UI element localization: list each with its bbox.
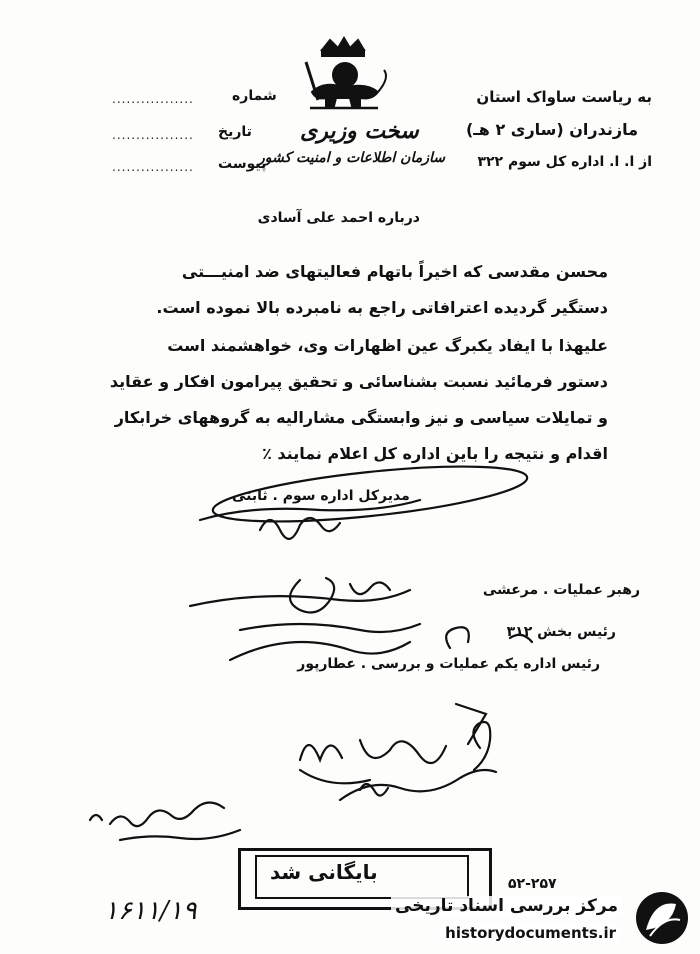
body-line-5: و تمایلات سیاسی و نیز وابستگی مشارالیه به گروههای خرابکار xyxy=(114,408,608,427)
dept-head-line: رئیس اداره یکم عملیات و بررسی . عطارپور xyxy=(297,656,600,672)
body-line-2: دستگیر گردیده اعترافاتی راجع به نامبرده بالا نموده است. xyxy=(156,298,608,317)
header-line-1: به ریاست ساواک استان xyxy=(476,88,652,106)
doc-code: ۵۲-۲۵۷ xyxy=(508,876,557,892)
watermark-name: مرکز بررسی اسناد تاریخی xyxy=(391,896,622,916)
ops-leader-line: رهبر عملیات . مرعشی xyxy=(482,582,640,598)
director-signature-line: مدیرکل اداره سوم . ثابتی xyxy=(232,488,410,504)
handwritten-number: ١۶١١/١٩ xyxy=(104,896,197,926)
body-line-1: محسن مقدسی که اخیراً باتهام فعالیتهای ضد امنیـــتی xyxy=(181,262,608,281)
archive-stamp-text: بایگانی شد xyxy=(270,860,378,884)
subject-line: درباره احمد علی آسادی xyxy=(257,210,420,226)
number-label: شماره xyxy=(232,88,277,104)
attachment-blank: ................. xyxy=(112,160,194,174)
body-line-3: علیهذا با ایفاد یکبرگ عین اظهارات وی، خواهشمند است xyxy=(167,336,608,355)
date-label: تاریخ xyxy=(218,124,252,140)
number-blank: ................. xyxy=(112,92,194,106)
org-subtitle: سازمان اطلاعات و امنیت کشور xyxy=(258,150,445,166)
section-head-line: رئیس بخش ۳۱۲ xyxy=(506,624,616,640)
header-line-2: مازندران (ساری ۲ هـ) xyxy=(465,120,638,139)
body-line-6: اقدام و نتیجه را باین اداره کل اعلام نمایند ٪ xyxy=(262,444,608,463)
header-line-3: از ا. ا. اداره کل سوم ۳۲۲ xyxy=(477,154,652,170)
watermark-url: historydocuments.ir xyxy=(441,924,620,942)
urgent-stamp-text: سخت وزیری xyxy=(300,118,419,144)
attachment-label: پیوست xyxy=(218,156,267,172)
body-line-4: دستور فرمائید نسبت بشناسائی و تحقیق پیرامون افکار و عقاید xyxy=(109,372,608,391)
date-blank: ................. xyxy=(112,128,194,142)
